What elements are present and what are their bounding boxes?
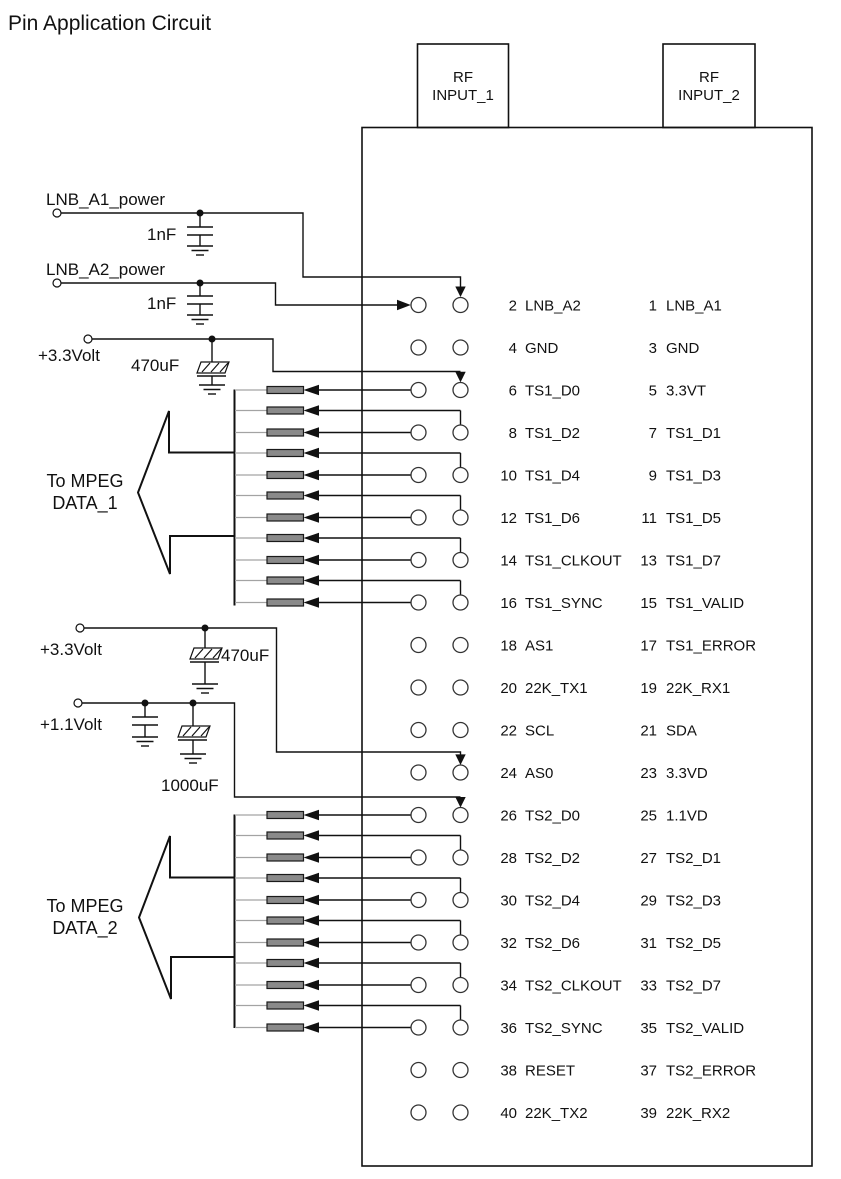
polarized-capacitor-470uf xyxy=(197,362,229,376)
pin-number: 27 xyxy=(640,850,657,867)
series-resistor xyxy=(267,982,304,989)
pin-pad-38 xyxy=(411,1063,426,1078)
signal-arrowhead xyxy=(304,470,320,481)
pin-pad-16 xyxy=(411,595,426,610)
pin-pad-22 xyxy=(411,723,426,738)
pin-pad-11 xyxy=(453,510,468,525)
signal-arrowhead xyxy=(304,405,320,416)
pin-pad-32 xyxy=(411,935,426,950)
cap-value-470uf: 470uF xyxy=(131,356,180,375)
pin-pad-4 xyxy=(411,340,426,355)
lnb-a1-power-label: LNB_A1_power xyxy=(46,190,166,209)
mpeg-data1-block-arrow xyxy=(138,411,235,574)
signal-arrowhead xyxy=(304,512,320,523)
pin-number: 28 xyxy=(500,850,517,867)
pin-number: 33 xyxy=(640,977,657,995)
pin-pad-17 xyxy=(453,638,468,653)
pin-label: RESET xyxy=(525,1062,576,1080)
terminal-circle xyxy=(53,279,61,287)
terminal-circle xyxy=(84,335,92,343)
pin-label: TS2_VALID xyxy=(666,1020,745,1037)
series-resistor xyxy=(267,535,304,542)
pin-label: TS1_D2 xyxy=(525,425,581,442)
pin-pad-7 xyxy=(453,425,468,440)
pin-label: AS1 xyxy=(525,637,554,655)
series-resistor xyxy=(267,897,304,904)
pin-pad-36 xyxy=(411,1020,426,1035)
series-resistor xyxy=(267,599,304,606)
series-resistor xyxy=(267,557,304,564)
pin-label: TS2_D0 xyxy=(525,807,581,825)
terminal-circle xyxy=(74,699,82,707)
series-resistor xyxy=(267,960,304,967)
lnb-a2-power-net xyxy=(53,279,411,324)
pin-pad-18 xyxy=(411,638,426,653)
pin-pad-9 xyxy=(453,468,468,483)
pin-number: 32 xyxy=(500,935,517,952)
pin-number: 3 xyxy=(648,340,657,357)
pin-pad-13 xyxy=(453,553,468,568)
terminal-circle xyxy=(53,209,61,217)
pin-number: 10 xyxy=(500,467,517,485)
arrow-into-pin1 xyxy=(455,287,465,298)
pin-pad-24 xyxy=(411,765,426,780)
pin-label: GND xyxy=(666,340,700,357)
pin-pad-10 xyxy=(411,468,426,483)
pin-number: 20 xyxy=(500,680,517,697)
polarized-capacitor-1000uf xyxy=(178,726,210,740)
pin-number: 36 xyxy=(500,1020,517,1037)
ground-symbol xyxy=(199,385,225,394)
pin-label: TS2_D5 xyxy=(666,935,722,952)
pin-number: 13 xyxy=(640,552,657,570)
series-resistor xyxy=(267,514,304,521)
pin-number: 25 xyxy=(640,807,657,825)
series-resistor xyxy=(267,387,304,394)
series-resistor xyxy=(267,1024,304,1031)
pullup-resistors xyxy=(235,385,461,1033)
series-resistor xyxy=(267,472,304,479)
pin-label: TS2_SYNC xyxy=(525,1020,603,1037)
pin-pad-25 xyxy=(453,808,468,823)
signal-arrowhead xyxy=(304,448,320,459)
pin-number: 1 xyxy=(648,297,657,315)
pin-pad-31 xyxy=(453,935,468,950)
wire xyxy=(84,628,461,755)
arrow-into-pin2 xyxy=(397,300,411,311)
pin-number: 30 xyxy=(500,892,517,910)
mpeg-data2-label-line1: To MPEG xyxy=(46,896,124,916)
pin-label: GND xyxy=(525,340,559,357)
v11-digital-net xyxy=(74,699,466,808)
pin-pad-34 xyxy=(411,978,426,993)
rf-input1-label-line1: RF xyxy=(453,69,473,86)
series-resistor xyxy=(267,854,304,861)
pin-pad-40 xyxy=(411,1105,426,1120)
pin-label: TS1_D4 xyxy=(525,467,581,485)
capacitor-1nf xyxy=(187,296,213,304)
signal-arrowhead xyxy=(304,830,320,841)
pin-label: TS1_D6 xyxy=(525,510,581,527)
signal-arrowhead xyxy=(304,385,320,396)
pin-label: TS1_D5 xyxy=(666,510,722,527)
wire xyxy=(61,283,397,305)
signal-arrowhead xyxy=(304,915,320,926)
series-resistor xyxy=(267,875,304,882)
pin-label: TS1_D7 xyxy=(666,552,722,570)
series-resistor xyxy=(267,429,304,436)
pin-label: LNB_A2 xyxy=(525,297,581,315)
pin-number: 39 xyxy=(640,1105,657,1122)
pin-pad-2 xyxy=(411,298,426,313)
pin-label: LNB_A1 xyxy=(666,297,722,315)
pin-number: 17 xyxy=(640,637,657,655)
pin-label: TS2_D6 xyxy=(525,935,581,952)
pin-number: 18 xyxy=(500,637,517,655)
pin-number: 5 xyxy=(648,382,657,400)
capacitor xyxy=(132,717,158,725)
mpeg-data2-block-arrow xyxy=(139,836,235,999)
pin-pad-6 xyxy=(411,383,426,398)
ground-symbol xyxy=(192,684,218,693)
signal-arrowhead xyxy=(304,490,320,501)
cap-value-1nf: 1nF xyxy=(147,294,177,313)
pin-pad-14 xyxy=(411,553,426,568)
pin-pad-15 xyxy=(453,595,468,610)
pin-label: TS2_CLKOUT xyxy=(525,977,622,995)
pin-label: TS1_ERROR xyxy=(666,637,757,655)
mpeg-data1-label-line1: To MPEG xyxy=(46,471,124,491)
cap-value-1nf: 1nF xyxy=(147,225,177,244)
series-resistor xyxy=(267,577,304,584)
pin-pad-39 xyxy=(453,1105,468,1120)
pin-number: 35 xyxy=(640,1020,657,1037)
pin-label: 22K_RX2 xyxy=(666,1105,731,1122)
pin-number: 7 xyxy=(648,425,657,442)
pin-number: 37 xyxy=(640,1062,657,1080)
pin-number: 16 xyxy=(500,595,517,612)
series-resistor xyxy=(267,832,304,839)
signal-arrowhead xyxy=(304,895,320,906)
pin-number: 6 xyxy=(508,382,517,400)
pin-label: TS2_D7 xyxy=(666,977,722,995)
pin-pad-21 xyxy=(453,723,468,738)
signal-arrowhead xyxy=(304,980,320,991)
pin-label: 22K_TX2 xyxy=(525,1105,588,1122)
signal-arrowhead xyxy=(304,533,320,544)
mpeg-data1-group xyxy=(138,390,235,606)
pin-label: TS1_D0 xyxy=(525,382,581,400)
arrow-into-pin25 xyxy=(455,797,465,808)
pin-pad-35 xyxy=(453,1020,468,1035)
series-resistor xyxy=(267,450,304,457)
pin-label: TS1_D3 xyxy=(666,467,722,485)
cap-value-470uf: 470uF xyxy=(221,646,270,665)
lnb-a2-power-label: LNB_A2_power xyxy=(46,260,166,279)
pin-pad-3 xyxy=(453,340,468,355)
pin-pad-29 xyxy=(453,893,468,908)
pin-label: TS1_CLKOUT xyxy=(525,552,622,570)
pin-label: TS2_ERROR xyxy=(666,1062,757,1080)
terminal-circle xyxy=(76,624,84,632)
pin-number: 31 xyxy=(640,935,657,952)
series-resistor xyxy=(267,812,304,819)
signal-arrowhead xyxy=(304,1022,320,1033)
pin-rows xyxy=(411,298,756,1123)
pin-number: 11 xyxy=(641,510,657,527)
signal-arrowhead xyxy=(304,597,320,608)
pin-number: 2 xyxy=(508,297,517,315)
mpeg-data2-group xyxy=(139,815,235,1029)
pin-label: AS0 xyxy=(525,765,554,782)
v33-digital-net xyxy=(76,624,466,765)
v33-tuner-label: +3.3Volt xyxy=(38,346,100,365)
pin-number: 15 xyxy=(640,595,657,612)
ground-symbol xyxy=(180,754,206,763)
signal-arrowhead xyxy=(304,958,320,969)
ground-symbol xyxy=(187,246,213,255)
pin-label: TS2_D2 xyxy=(525,850,581,867)
signal-arrowhead xyxy=(304,555,320,566)
pin-number: 21 xyxy=(640,722,657,740)
pin-pad-27 xyxy=(453,850,468,865)
series-resistor xyxy=(267,1002,304,1009)
signal-arrowhead xyxy=(304,575,320,586)
pin-number: 19 xyxy=(640,680,657,697)
pin-pad-1 xyxy=(453,298,468,313)
pin-label: TS2_D3 xyxy=(666,892,722,910)
capacitor-1nf xyxy=(187,227,213,235)
pin-number: 12 xyxy=(500,510,517,527)
ground-symbol xyxy=(187,315,213,324)
mpeg-data2-label-line2: DATA_2 xyxy=(52,918,118,938)
pin-pad-37 xyxy=(453,1063,468,1078)
ground-symbol xyxy=(132,737,158,746)
series-resistor xyxy=(267,939,304,946)
cap-value-1000uf: 1000uF xyxy=(161,776,219,795)
pin-pad-28 xyxy=(411,850,426,865)
pin-pad-5 xyxy=(453,383,468,398)
pin-label: TS1_D1 xyxy=(666,425,722,442)
pin-pad-20 xyxy=(411,680,426,695)
pin-number: 14 xyxy=(500,552,517,570)
pin-number: 22 xyxy=(500,722,517,740)
signal-arrowhead xyxy=(304,427,320,438)
pin-pad-30 xyxy=(411,893,426,908)
v33-digital-label: +3.3Volt xyxy=(40,640,102,659)
series-resistor xyxy=(267,492,304,499)
pin-pad-19 xyxy=(453,680,468,695)
rf-input2-label-line2: INPUT_2 xyxy=(678,87,740,104)
signal-arrowhead xyxy=(304,1000,320,1011)
pin-number: 9 xyxy=(648,467,657,485)
pin-label: 22K_RX1 xyxy=(666,680,731,697)
pin-pad-12 xyxy=(411,510,426,525)
rf-input1-label-line2: INPUT_1 xyxy=(432,87,494,104)
pin-number: 4 xyxy=(508,340,517,357)
series-resistor xyxy=(267,407,304,414)
signal-arrowhead xyxy=(304,852,320,863)
page-title: Pin Application Circuit xyxy=(8,12,212,35)
pin-label: 22K_TX1 xyxy=(525,680,588,697)
pin-number: 24 xyxy=(500,765,517,782)
arrow-into-pin23 xyxy=(455,754,465,765)
pin-label: TS2_D4 xyxy=(525,892,581,910)
signal-arrowhead xyxy=(304,937,320,948)
pin-pad-26 xyxy=(411,808,426,823)
pin-pad-8 xyxy=(411,425,426,440)
lnb-a1-power-net xyxy=(53,209,466,297)
pin-label: TS2_D1 xyxy=(666,850,722,867)
pin-label: SDA xyxy=(666,722,697,740)
rf-input2-label-line1: RF xyxy=(699,69,719,86)
pin-number: 29 xyxy=(640,892,657,910)
v11-digital-label: +1.1Volt xyxy=(40,715,102,734)
pin-number: 8 xyxy=(508,425,517,442)
pin-label: 3.3VD xyxy=(666,765,708,782)
polarized-capacitor-470uf xyxy=(190,648,222,662)
pin-number: 23 xyxy=(640,765,657,782)
pin-pad-33 xyxy=(453,978,468,993)
pin-pad-23 xyxy=(453,765,468,780)
pin-label: TS1_VALID xyxy=(666,595,745,612)
pin-label: TS1_SYNC xyxy=(525,595,603,612)
signal-arrowhead xyxy=(304,873,320,884)
pin-number: 40 xyxy=(500,1105,517,1122)
pin-label: 3.3VT xyxy=(666,382,707,400)
pin-label: 1.1VD xyxy=(666,807,708,825)
series-resistor xyxy=(267,917,304,924)
pin-label: SCL xyxy=(525,722,555,740)
pin-number: 26 xyxy=(500,807,517,825)
mpeg-data1-label-line2: DATA_1 xyxy=(52,493,118,513)
arrow-into-pin5 xyxy=(455,372,465,383)
pin-number: 38 xyxy=(500,1062,517,1080)
signal-arrowhead xyxy=(304,810,320,821)
pin-number: 34 xyxy=(500,977,517,995)
